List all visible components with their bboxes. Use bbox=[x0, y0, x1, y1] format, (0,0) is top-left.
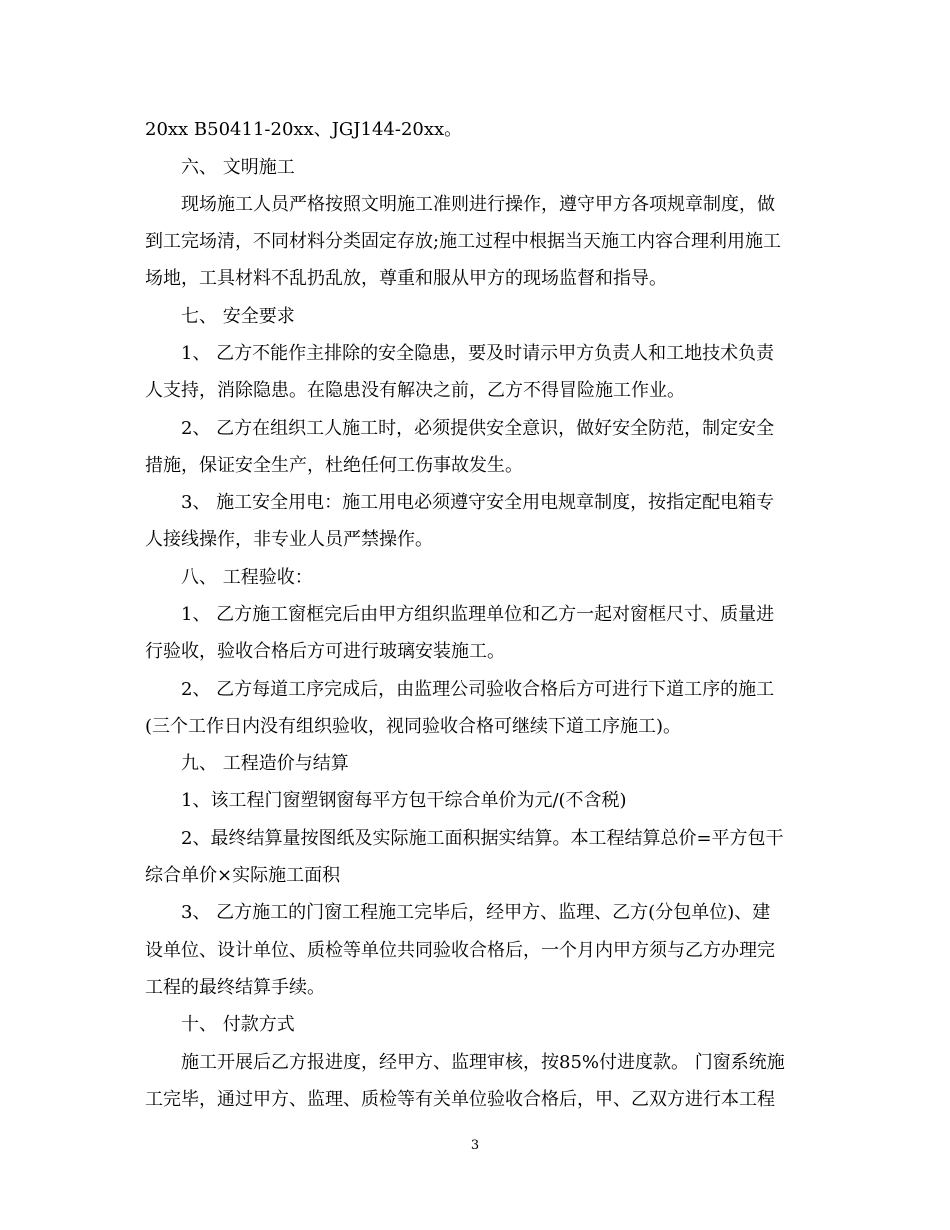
body-text-line: 人接线操作，非专业人员严禁操作。 bbox=[145, 529, 433, 550]
body-text-line: 现场施工人员严格按照文明施工准则进行操作，遵守甲方各项规章制度，做 bbox=[181, 194, 775, 215]
body-text-line: 工程的最终结算手续。 bbox=[145, 977, 325, 998]
section-heading: 七、 安全要求 bbox=[181, 306, 295, 327]
body-text-line: 措施，保证安全生产，杜绝任何工伤事故发生。 bbox=[145, 455, 523, 476]
body-text-line: 3、 施工安全用电：施工用电必须遵守安全用电规章制度，按指定配电箱专 bbox=[181, 492, 775, 513]
body-text-line: 行验收，验收合格后方可进行玻璃安装施工。 bbox=[145, 641, 505, 662]
body-text-line: 1、该工程门窗塑钢窗每平方包干综合单价为元/(不含税) bbox=[181, 790, 627, 811]
body-text-line: 场地，工具材料不乱扔乱放，尊重和服从甲方的现场监督和指导。 bbox=[145, 268, 667, 289]
body-text-line: 到工完场清，不同材料分类固定存放;施工过程中根据当天施工内容合理利用施工 bbox=[145, 231, 782, 252]
body-text-line: 工完毕，通过甲方、监理、质检等有关单位验收合格后，甲、乙双方进行本工程 bbox=[145, 1089, 775, 1110]
body-text-line: 1、 乙方不能作主排除的安全隐患，要及时请示甲方负责人和工地技术负责 bbox=[181, 343, 775, 364]
section-heading: 六、 文明施工 bbox=[181, 157, 295, 178]
section-heading: 十、 付款方式 bbox=[181, 1014, 295, 1035]
body-text-line: 2、 乙方每道工序完成后，由监理公司验收合格后方可进行下道工序的施工 bbox=[181, 679, 775, 700]
body-text-line: 2、最终结算量按图纸及实际施工面积据实结算。本工程结算总价=平方包干 bbox=[181, 828, 784, 849]
body-text-line: 2、 乙方在组织工人施工时，必须提供安全意识，做好安全防范，制定安全 bbox=[181, 418, 775, 439]
section-heading: 八、 工程验收： bbox=[181, 567, 313, 588]
body-text-line: 综合单价×实际施工面积 bbox=[145, 865, 341, 886]
body-text-line: 3、 乙方施工的门窗工程施工完毕后，经甲方、监理、乙方(分包单位)、建 bbox=[181, 902, 771, 923]
body-text-line: (三个工作日内没有组织验收，视同验收合格可继续下道工序施工)。 bbox=[145, 716, 682, 737]
body-text-line: 设单位、设计单位、质检等单位共同验收合格后，一个月内甲方须与乙方办理完 bbox=[145, 940, 775, 961]
body-text-line: 20xx B50411-20xx、JGJ144-20xx。 bbox=[145, 119, 463, 140]
body-text-line: 人支持，消除隐患。在隐患没有解决之前，乙方不得冒险施工作业。 bbox=[145, 380, 685, 401]
page-number: 3 bbox=[470, 1138, 480, 1153]
section-heading: 九、 工程造价与结算 bbox=[181, 753, 349, 774]
body-text-line: 1、 乙方施工窗框完后由甲方组织监理单位和乙方一起对窗框尺寸、质量进 bbox=[181, 604, 775, 625]
body-text-line: 施工开展后乙方报进度，经甲方、监理审核，按85%付进度款。 门窗系统施 bbox=[181, 1052, 785, 1073]
